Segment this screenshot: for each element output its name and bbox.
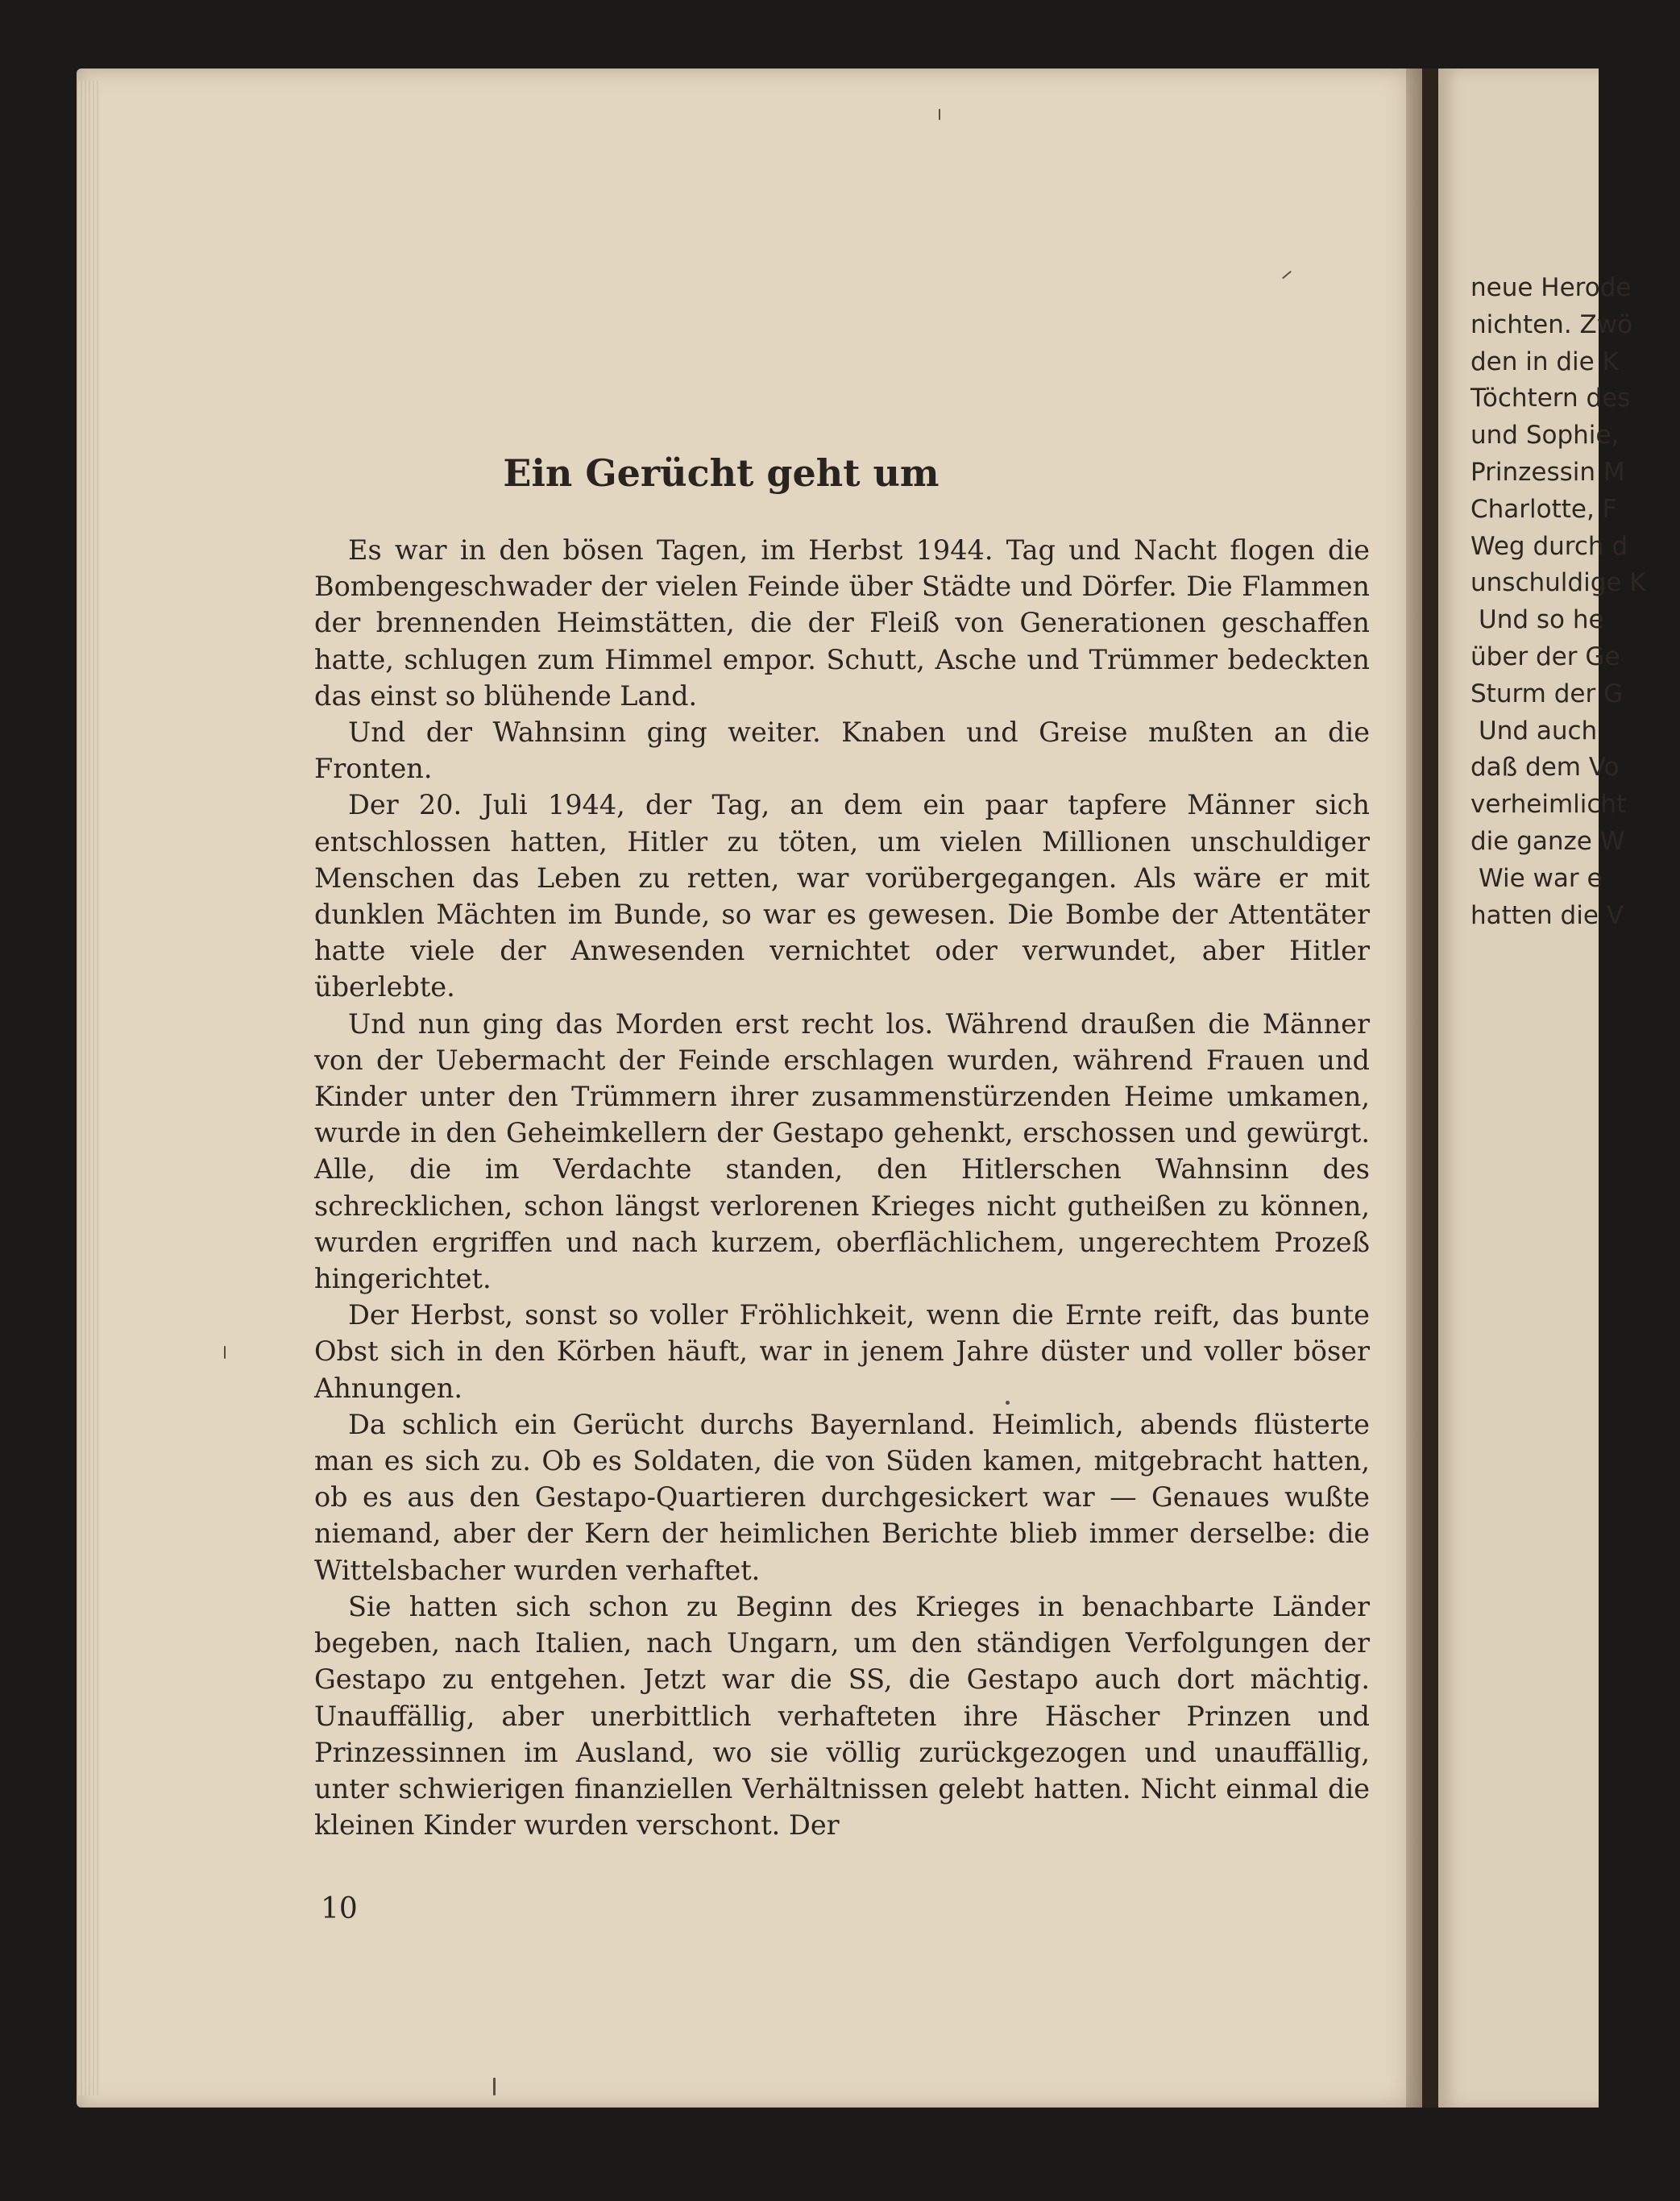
paragraph: Sie hatten sich schon zu Beginn des Krieges in benachbarte Länder begeben, nach Italien, nach Ungarn, um den ständigen Verfolgungen der Gestapo zu entgehen. Jetzt war die SS, die Gestapo auch dort mächtig. Unauffällig, aber unerbittlich verhafteten ihre Häscher Prinzen und Prinzessinnen im Ausland, wo sie völlig zurückgezogen und unauffällig, unter schwierigen finanziellen Verhältnissen gelebt hatten. Nicht einmal die kleinen Kinder wurden verschont. Der [314, 1590, 1370, 1842]
facing-line: neue Herode [1471, 273, 1632, 302]
facing-line: Charlotte, F [1471, 494, 1617, 524]
paragraph: Es war in den bösen Tagen, im Herbst 1944. Tag und Nacht flogen die Bombengeschwader der vielen Feinde über Städte und Dörfer. Die Flammen der brennenden Heimstätten, die der Fleiß von Generationen geschaffen hatte, schlugen zum Himmel empor. Schutt, Asche und Trümmer bedeckten das einst so blühende Land. [314, 534, 1370, 712]
facing-line: nichten. Zwö [1471, 309, 1633, 339]
body-text [314, 532, 1370, 1843]
facing-line: Prinzessin M [1471, 457, 1625, 487]
facing-line: über der Ge [1471, 642, 1620, 671]
facing-line: unschuldige K [1471, 568, 1646, 598]
paragraph: Der 20. Juli 1944, der Tag, an dem ein paar tapfere Männer sich entschlossen hatten, Hitler zu töten, um vielen Millionen unschuldiger Menschen das Leben zu retten, war vorübergegangen. Als wäre er mit dunklen Mächten im Bunde, so war es gewesen. Die Bombe der Attentäter hatte viele der Anwesenden vernichtet oder verwundet, aber Hitler überlebte. [314, 789, 1370, 1003]
page-number: 10 [321, 1892, 358, 1925]
facing-line: verheimlicht [1471, 790, 1627, 820]
facing-line: Weg durch d [1471, 531, 1628, 561]
paragraph: Da schlich ein Gerücht durchs Bayernland. Heimlich, abends flüsterte man es sich zu. Ob es Soldaten, die von Süden kamen, mitgebracht hatten, ob es aus den Gestapo-Quartieren durchgesickert war — Genaues wußte niemand, aber der Kern der heimlichen Berichte blieb immer derselbe: die Wittelsbacher wurden verhaftet. [314, 1408, 1370, 1586]
facing-line: und Sophie, [1471, 421, 1620, 451]
paper-speck [224, 1346, 226, 1359]
page-edges [77, 81, 101, 2095]
facing-line: den in die K [1471, 347, 1619, 376]
paragraph: Der Herbst, sonst so voller Fröhlichkeit, wenn die Ernte reift, das bunte Obst sich in den Körben häuft, war in jenem Jahre düster und voller böser Ahnungen. [314, 1299, 1370, 1404]
paper-speck [939, 109, 940, 120]
facing-line: daß dem Vo [1471, 753, 1620, 783]
paragraph: Und der Wahnsinn ging weiter. Knaben und Greise mußten an die Fronten. [314, 716, 1370, 785]
facing-line: Sturm der G [1471, 679, 1624, 708]
facing-line: Und auch [1479, 716, 1598, 745]
right-page [1438, 69, 1646, 2108]
facing-line: Und so he [1479, 605, 1604, 635]
paragraph: Und nun ging das Morden erst recht los. Während draußen die Männer von der Uebermacht der Feinde erschlagen wurden, während Frauen und Kinder unter den Trümmern ihrer zusammenstürzenden Heime umkamen, wurde in den Geheimkellern der Gestapo gehenkt, erschossen und gewürgt. Alle, die im Verdachte standen, den Hitlerschen Wahnsinn des schrecklichen, schon längst verlorenen Krieges nicht gutheißen zu können, wurden ergriffen und nach kurzem, oberflächlichem, ungerechtem Prozeß hingerichtet. [314, 1007, 1370, 1295]
facing-page-text [1471, 270, 1680, 934]
facing-line: Wie war e [1479, 863, 1603, 893]
facing-line: hatten die V [1471, 900, 1624, 930]
facing-line: Töchtern des [1471, 384, 1631, 413]
paper-speck [493, 2078, 496, 2095]
facing-line: die ganze W [1471, 826, 1625, 856]
paper-speck [1006, 1401, 1010, 1405]
book-gutter [1406, 69, 1438, 2108]
chapter-heading: Ein Gerücht geht um [503, 451, 940, 495]
